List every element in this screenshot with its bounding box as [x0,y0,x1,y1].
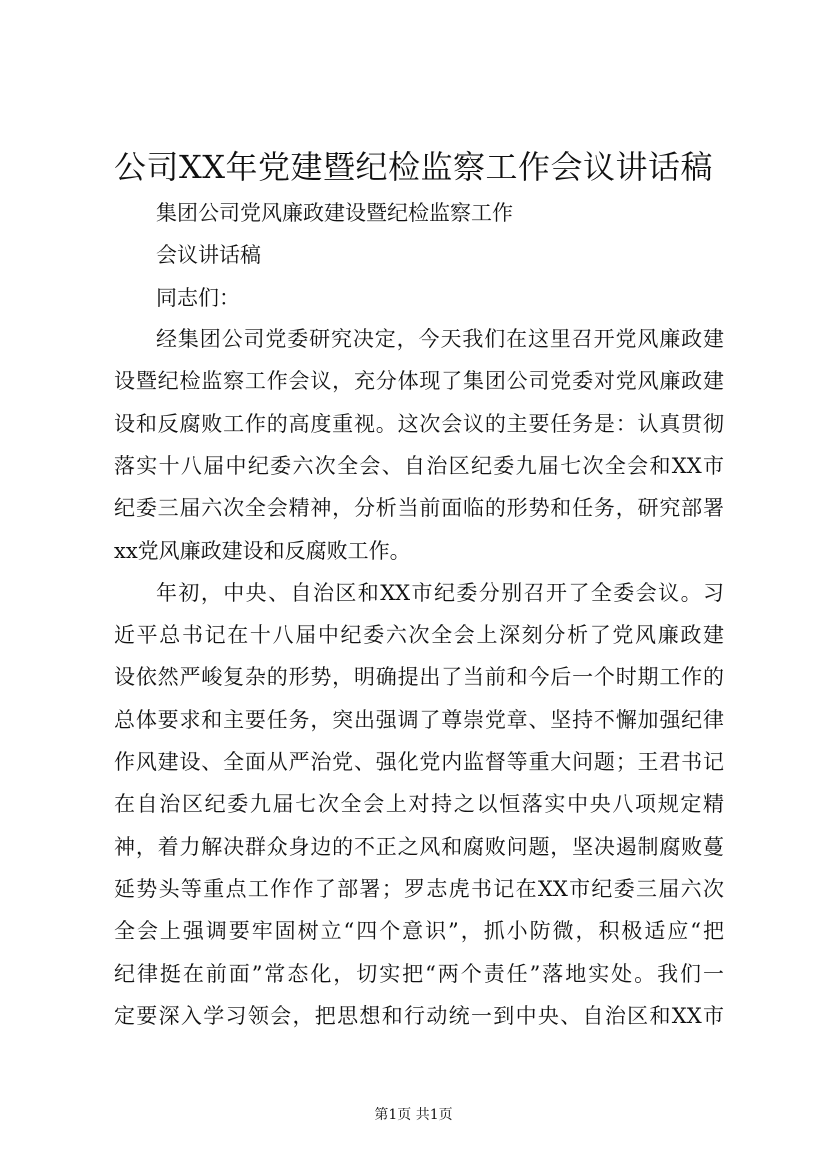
paragraph-1-line-6: xx党风廉政建设和反腐败工作。 [114,539,411,563]
paragraph-1-line-3: 设和反腐败工作的高度重视。这次会议的主要任务是：认真贯彻 [114,412,724,436]
paragraph-1-line-5: 纪委三届六次全会精神，分析当前面临的形势和任务，研究部署 [114,496,724,520]
paragraph-2-line-3: 设依然严峻复杂的形势，明确提出了当前和今后一个时期工作的 [114,665,724,689]
paragraph-2-line-4: 总体要求和主要任务，突出强调了尊崇党章、坚持不懈加强纪律 [114,708,724,732]
paragraph-2-line-5: 作风建设、全面从严治党、强化党内监督等重大问题；王君书记 [114,750,724,774]
paragraph-2-line-10: 纪律挺在前面”常态化，切实把“两个责任”落地实处。我们一 [114,962,724,986]
subtitle-line-2: 会议讲话稿 [156,243,261,267]
document-title: 公司XX年党建暨纪检监察工作会议讲话稿 [113,148,714,186]
salutation: 同志们： [156,286,240,310]
paragraph-2-line-2: 近平总书记在十八届中纪委六次全会上深刻分析了党风廉政建 [114,623,724,647]
paragraph-2-line-9: 全会上强调要牢固树立“四个意识”，抓小防微，积极适应“把 [114,919,724,943]
paragraph-2-line-7: 神，着力解决群众身边的不正之风和腐败问题，坚决遏制腐败蔓 [114,835,724,859]
paragraph-1-line-4: 落实十八届中纪委六次全会、自治区纪委九届七次全会和XX市 [114,454,724,478]
paragraph-2-line-11: 定要深入学习领会，把思想和行动统一到中央、自治区和XX市 [114,1004,724,1028]
paragraph-2-line-6: 在自治区纪委九届七次全会上对持之以恒落实中央八项规定精 [114,792,724,816]
paragraph-1-line-2: 设暨纪检监察工作会议，充分体现了集团公司党委对党风廉政建 [114,369,724,393]
paragraph-2-line-8: 延势头等重点工作作了部署；罗志虎书记在XX市纪委三届六次 [114,877,724,901]
paragraph-2-line-1: 年初，中央、自治区和XX市纪委分别召开了全委会议。习 [156,581,724,605]
subtitle-line-1: 集团公司党风廉政建设暨纪检监察工作 [156,201,513,225]
page-footer: 第1页 共1页 [374,1107,453,1123]
paragraph-1-line-1: 经集团公司党委研究决定，今天我们在这里召开党风廉政建 [156,327,724,351]
